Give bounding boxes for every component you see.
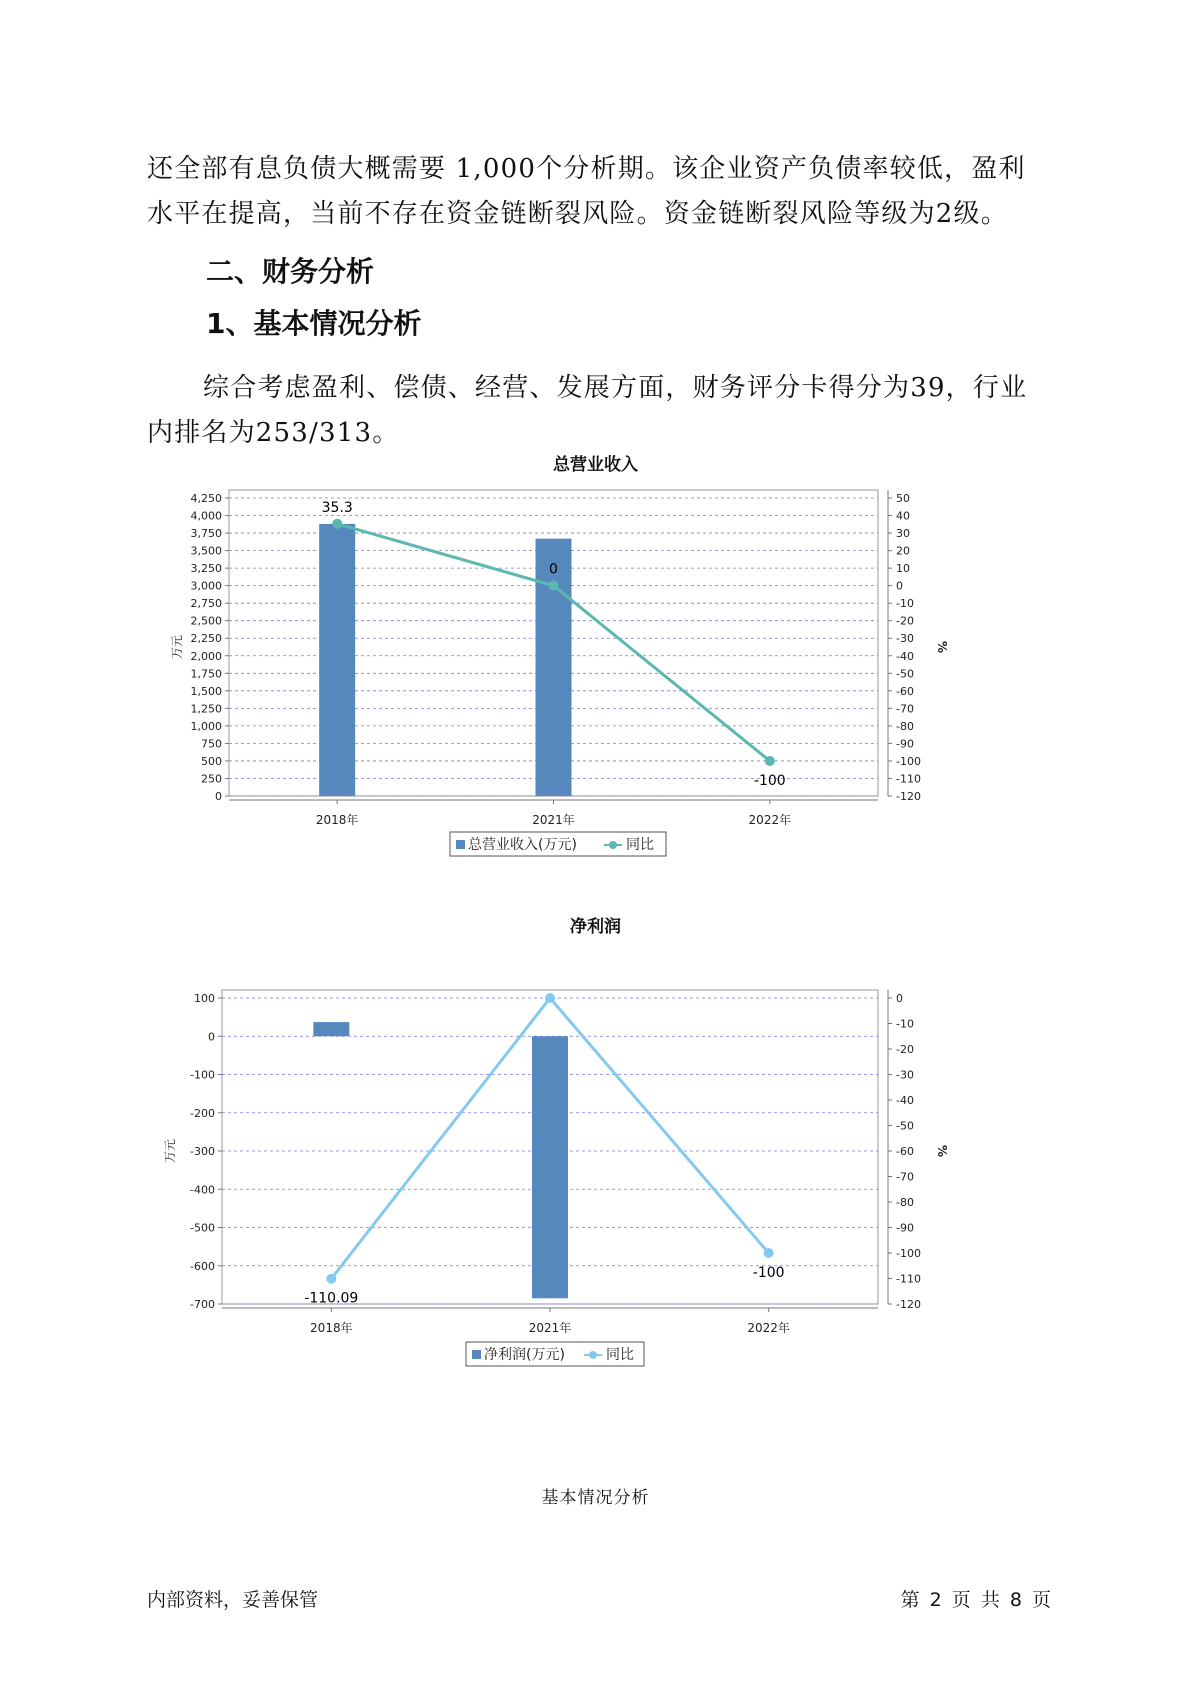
x-tick-label: 2022年 bbox=[748, 813, 792, 827]
y-tick-label: 100 bbox=[194, 992, 215, 1005]
y2-tick-label: 40 bbox=[896, 509, 910, 523]
y2-tick-label: 10 bbox=[896, 562, 910, 576]
x-tick-label: 2018年 bbox=[315, 813, 359, 827]
legend bbox=[450, 832, 666, 856]
chart-title: 总营业收入 bbox=[553, 455, 638, 475]
y-tick-label: 3,500 bbox=[190, 544, 222, 558]
yoy-point bbox=[332, 519, 342, 529]
y2-tick-label: -20 bbox=[896, 1043, 914, 1056]
legend-line-label: 同比 bbox=[606, 1347, 634, 1363]
yoy-point bbox=[549, 581, 559, 591]
x-tick-label: 2022年 bbox=[747, 1321, 790, 1335]
y-tick-label: -400 bbox=[190, 1183, 215, 1197]
paragraph-score bbox=[147, 366, 1047, 456]
legend-bar-label: 总营业收入(万元) bbox=[468, 837, 577, 853]
chart-title: 净利润 bbox=[570, 917, 621, 937]
legend-bar-label: 净利润(万元) bbox=[484, 1347, 565, 1363]
y2-tick-label: -50 bbox=[896, 667, 914, 681]
y-tick-label: 3,000 bbox=[190, 579, 222, 593]
y2-tick-label: -90 bbox=[896, 1221, 914, 1235]
revenue-chart bbox=[170, 480, 1040, 954]
paragraph-line: 综合考虑盈利、偿债、经营、发展方面，财务评分卡得分为39，行业 bbox=[203, 373, 1028, 403]
y-tick-label: 2,750 bbox=[190, 597, 222, 611]
y-tick-label: 0 bbox=[215, 790, 222, 803]
yoy-point bbox=[545, 993, 555, 1003]
legend-line-marker bbox=[609, 841, 617, 849]
revenue-chart-svg bbox=[170, 480, 1040, 950]
footer-confidential: 内部资料，妥善保管 bbox=[147, 1589, 319, 1611]
y-tick-label: 2,000 bbox=[190, 649, 222, 663]
y-tick-label: 2,250 bbox=[190, 632, 222, 646]
y-tick-label: -200 bbox=[190, 1106, 215, 1120]
y2-tick-label: -20 bbox=[896, 614, 914, 628]
yoy-point bbox=[764, 1248, 774, 1258]
y-tick-label: -700 bbox=[190, 1298, 215, 1311]
y2-axis-title: % bbox=[935, 1144, 949, 1158]
y-tick-label: 1,500 bbox=[190, 684, 222, 698]
y-tick-label: 250 bbox=[201, 772, 222, 786]
paragraph-line: 水平在提高，当前不存在资金链断裂风险。资金链断裂风险等级为2级。 bbox=[147, 199, 1008, 229]
paragraph-risk bbox=[147, 147, 1047, 237]
data-label: -100 bbox=[753, 772, 786, 789]
y2-tick-label: -40 bbox=[896, 649, 914, 663]
y2-tick-label: -110 bbox=[896, 1272, 921, 1286]
y2-tick-label: -60 bbox=[896, 1145, 914, 1158]
y2-tick-label: -120 bbox=[896, 1298, 921, 1311]
y-tick-label: -300 bbox=[190, 1145, 215, 1158]
y2-tick-label: -120 bbox=[896, 790, 921, 803]
y2-tick-label: -50 bbox=[896, 1119, 914, 1133]
data-label: 0 bbox=[549, 561, 558, 578]
data-label: -110.09 bbox=[304, 1290, 359, 1307]
y2-tick-label: -60 bbox=[896, 684, 914, 698]
x-tick-label: 2018年 bbox=[310, 1321, 353, 1335]
y-tick-label: 1,250 bbox=[190, 702, 222, 716]
bar bbox=[319, 524, 355, 796]
y-tick-label: -500 bbox=[190, 1221, 215, 1235]
x-tick-label: 2021年 bbox=[532, 813, 575, 827]
y-axis-title: 万元 bbox=[163, 1138, 177, 1164]
y-tick-label: 3,750 bbox=[190, 527, 222, 541]
y-tick-label: 3,250 bbox=[190, 562, 222, 576]
footer-page-number: 第 2 页 共 8 页 bbox=[900, 1589, 1051, 1611]
y-tick-label: 1,000 bbox=[190, 719, 222, 733]
y-tick-label: -100 bbox=[190, 1068, 215, 1082]
paragraph-line: 还全部有息负债大概需要 1,000个分析期。该企业资产负债率较低，盈利 bbox=[147, 154, 1026, 184]
y-tick-label: 1,750 bbox=[190, 667, 222, 681]
net-profit-chart-svg bbox=[163, 980, 1040, 1440]
y-tick-label: 750 bbox=[201, 737, 222, 751]
legend-line-label: 同比 bbox=[626, 837, 654, 853]
y-tick-label: 0 bbox=[208, 1030, 215, 1044]
data-label: -100 bbox=[752, 1265, 785, 1281]
data-label: 35.3 bbox=[321, 499, 353, 516]
y-tick-label: 4,000 bbox=[190, 509, 222, 523]
y2-axis-title: % bbox=[935, 640, 949, 654]
y2-tick-label: 20 bbox=[896, 544, 910, 558]
x-tick-label: 2021年 bbox=[528, 1321, 572, 1335]
legend-bar-swatch bbox=[472, 1350, 481, 1359]
yoy-point bbox=[765, 756, 775, 766]
y2-tick-label: 0 bbox=[896, 992, 903, 1005]
y2-tick-label: -10 bbox=[896, 1017, 914, 1031]
y-axis-title: 万元 bbox=[170, 634, 184, 660]
bar bbox=[532, 1036, 568, 1298]
y-tick-label: 4,250 bbox=[190, 492, 222, 505]
subsection-heading: 1、基本情况分析 bbox=[206, 307, 422, 340]
legend-bar-swatch bbox=[456, 840, 465, 849]
y2-tick-label: -100 bbox=[896, 754, 921, 768]
y-tick-label: 2,500 bbox=[190, 614, 222, 628]
y2-tick-label: -110 bbox=[896, 772, 921, 786]
y2-tick-label: 50 bbox=[896, 492, 910, 505]
legend-line-marker bbox=[589, 1351, 597, 1359]
y2-tick-label: -30 bbox=[896, 632, 914, 646]
net-profit-chart bbox=[163, 980, 1040, 1444]
y2-tick-label: -70 bbox=[896, 1170, 914, 1184]
y2-tick-label: -80 bbox=[896, 1196, 914, 1209]
y2-tick-label: -30 bbox=[896, 1068, 914, 1082]
y2-tick-label: 30 bbox=[896, 527, 910, 541]
figure-caption: 基本情况分析 bbox=[541, 1488, 650, 1508]
yoy-point bbox=[326, 1274, 336, 1284]
y2-tick-label: -10 bbox=[896, 597, 914, 611]
y2-tick-label: -70 bbox=[896, 702, 914, 716]
legend bbox=[466, 1342, 644, 1366]
bar bbox=[313, 1022, 349, 1036]
y2-tick-label: -100 bbox=[896, 1247, 921, 1260]
y2-tick-label: -40 bbox=[896, 1094, 914, 1107]
section-heading: 二、财务分析 bbox=[206, 255, 375, 288]
y-tick-label: 500 bbox=[201, 754, 222, 768]
y2-tick-label: 0 bbox=[896, 579, 903, 593]
y2-tick-label: -90 bbox=[896, 737, 914, 751]
paragraph-line: 内排名为253/313。 bbox=[147, 418, 400, 448]
y-tick-label: -600 bbox=[190, 1259, 215, 1273]
y2-tick-label: -80 bbox=[896, 719, 914, 733]
